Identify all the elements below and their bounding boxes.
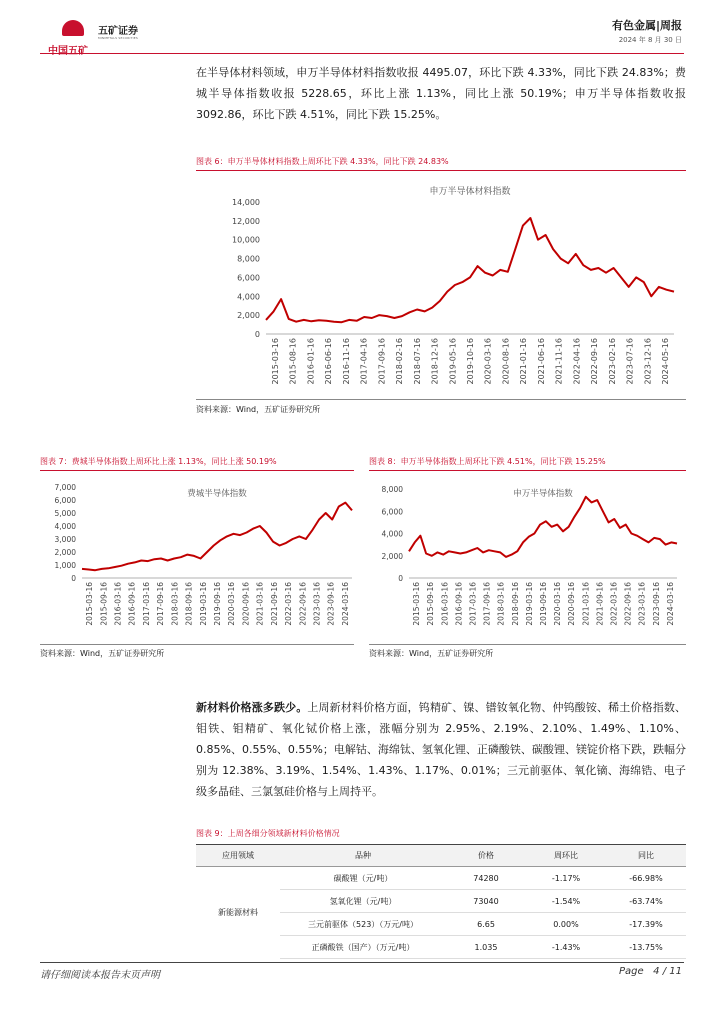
x-tick-label: 2018-07-16 [412, 338, 422, 385]
y-tick-label: 6,000 [237, 273, 260, 283]
row-item: 氢氧化锂（元/吨） [280, 890, 446, 913]
x-tick-label: 2022-03-16 [609, 582, 619, 626]
figure8-bottom-rule [369, 644, 686, 645]
logo-group-name: 中国五矿 [48, 46, 88, 57]
x-tick-label: 2016-03-16 [113, 582, 123, 626]
x-tick-label: 2019-09-16 [539, 582, 548, 626]
row-wow: 0.00% [526, 913, 606, 936]
x-tick-label: 2024-03-16 [665, 582, 675, 626]
table-row [196, 867, 686, 890]
figure8-source: 资料来源：Wind，五矿证券研究所 [369, 649, 494, 658]
x-tick-label: 2024-05-16 [661, 338, 671, 385]
logo-english-name: MINMETALS SECURITIES [98, 36, 138, 40]
x-tick-label: 2016-09-16 [454, 582, 464, 626]
figure7-source: 资料来源：Wind，五矿证券研究所 [40, 649, 165, 658]
x-tick-label: 2017-03-16 [468, 582, 478, 626]
x-tick-label: 2019-09-16 [213, 582, 222, 626]
x-tick-label: 2023-03-16 [637, 582, 647, 626]
figure7-caption-rule [40, 470, 354, 471]
table9-caption: 图表 9：上周各细分领域新材料价格情况 [196, 829, 340, 838]
y-tick-label: 0 [398, 574, 403, 583]
page-header [0, 0, 724, 60]
row-wow: -1.43% [526, 936, 606, 959]
y-tick-label: 6,000 [381, 507, 403, 517]
y-tick-label: 8,000 [237, 254, 260, 264]
chart-title: 费城半导体指数 [187, 489, 247, 499]
col-header-area: 应用领域 [196, 845, 280, 867]
y-tick-label: 4,000 [54, 522, 76, 531]
x-tick-label: 2020-09-16 [567, 582, 577, 626]
col-header-item: 品种 [280, 845, 446, 867]
x-tick-label: 2015-08-16 [288, 338, 298, 385]
series-line [82, 503, 352, 571]
figure6-source: 资料来源：Wind，五矿证券研究所 [196, 405, 321, 414]
x-tick-label: 2021-03-16 [255, 582, 265, 626]
x-tick-label: 2018-03-16 [496, 582, 506, 626]
x-tick-label: 2021-09-16 [595, 582, 605, 626]
row-price: 73040 [446, 890, 526, 913]
y-tick-label: 2,000 [237, 311, 260, 321]
x-tick-label: 2018-09-16 [184, 582, 194, 626]
x-tick-label: 2016-01-16 [306, 338, 316, 385]
x-tick-label: 2019-05-16 [448, 338, 458, 385]
x-tick-label: 2018-02-16 [395, 338, 405, 385]
y-tick-label: 6,000 [54, 496, 76, 505]
materials-paragraph [196, 697, 686, 802]
report-date: 2024 年 8 月 30 日 [618, 36, 682, 44]
footer-page [619, 966, 682, 977]
row-yoy: -17.39% [606, 913, 686, 936]
material-price-table [196, 844, 686, 959]
series-line [266, 218, 674, 322]
row-yoy: -66.98% [606, 867, 686, 890]
figure7-line-chart [40, 476, 354, 644]
figure8-line-chart [369, 476, 686, 644]
col-header-wow: 周环比 [526, 845, 606, 867]
y-tick-label: 1,000 [54, 561, 76, 570]
x-tick-label: 2023-12-16 [643, 338, 653, 385]
row-yoy: -13.75% [606, 936, 686, 959]
x-tick-label: 2020-08-16 [501, 338, 511, 385]
y-tick-label: 4,000 [381, 529, 403, 539]
y-tick-label: 5,000 [54, 509, 76, 518]
x-tick-label: 2020-03-16 [227, 582, 237, 626]
x-tick-label: 2022-03-16 [284, 582, 294, 626]
row-wow: -1.54% [526, 890, 606, 913]
x-tick-label: 2020-09-16 [241, 582, 251, 626]
col-header-yoy: 同比 [606, 845, 686, 867]
x-tick-label: 2017-09-16 [156, 582, 166, 626]
y-tick-label: 12,000 [232, 216, 260, 226]
chart-title: 申万半导体指数 [513, 489, 573, 499]
x-tick-label: 2016-06-16 [324, 338, 334, 385]
row-item: 碳酸锂（元/吨） [280, 867, 446, 890]
y-tick-label: 10,000 [232, 235, 260, 245]
x-tick-label: 2023-09-16 [651, 582, 661, 626]
figure6-bottom-rule [196, 399, 686, 400]
col-header-price: 价格 [446, 845, 526, 867]
x-tick-label: 2019-03-16 [524, 582, 534, 626]
x-tick-label: 2021-01-16 [519, 338, 529, 385]
row-item: 正磷酸铁（国产）（万元/吨） [280, 936, 446, 959]
x-tick-label: 2017-09-16 [377, 338, 387, 385]
row-yoy: -63.74% [606, 890, 686, 913]
chart-title: 申万半导体材料指数 [429, 187, 511, 197]
figure8-caption-rule [369, 470, 686, 471]
row-area: 新能源材料 [218, 908, 258, 918]
x-tick-label: 2015-03-16 [85, 582, 95, 626]
x-tick-label: 2022-04-16 [572, 338, 582, 385]
x-tick-label: 2022-09-16 [298, 582, 308, 626]
x-tick-label: 2015-03-16 [270, 338, 280, 385]
x-tick-label: 2017-03-16 [141, 582, 151, 626]
x-tick-label: 2022-09-16 [590, 338, 600, 385]
page-label: Page [618, 966, 644, 977]
x-tick-label: 2017-09-16 [482, 582, 492, 626]
logo-emblem-icon [62, 20, 84, 36]
x-tick-label: 2023-02-16 [607, 338, 617, 385]
y-tick-label: 0 [254, 330, 260, 339]
y-tick-label: 14,000 [232, 198, 260, 207]
report-title: 有色金属|周报 [611, 19, 682, 32]
row-wow: -1.17% [526, 867, 606, 890]
row-price: 1.035 [446, 936, 526, 959]
x-tick-label: 2016-11-16 [341, 338, 351, 385]
figure7-caption: 图表 7：费城半导体指数上周环比上涨 1.13%，同比上涨 50.19% [40, 457, 277, 466]
y-tick-label: 2,000 [381, 551, 403, 561]
x-tick-label: 2018-03-16 [170, 582, 180, 626]
x-tick-label: 2021-09-16 [269, 582, 279, 626]
x-tick-label: 2023-09-16 [326, 582, 336, 626]
x-tick-label: 2015-03-16 [412, 582, 422, 626]
x-tick-label: 2021-06-16 [536, 338, 546, 385]
figure8-caption: 图表 8：申万半导体指数上周环比下跌 4.51%，同比下跌 15.25% [369, 457, 606, 466]
x-tick-label: 2016-03-16 [440, 582, 450, 626]
x-tick-label: 2020-03-16 [483, 338, 493, 385]
y-tick-label: 0 [71, 574, 76, 583]
row-price: 74280 [446, 867, 526, 890]
figure6-caption-rule [196, 170, 686, 171]
x-tick-label: 2023-07-16 [625, 338, 635, 385]
x-tick-label: 2022-09-16 [623, 582, 633, 626]
figure7-bottom-rule [40, 644, 354, 645]
x-tick-label: 2023-03-16 [312, 582, 322, 626]
table-header-row [196, 845, 686, 867]
footer-divider [40, 962, 684, 963]
semiconductor-paragraph: 在半导体材料领域，申万半导体材料指数收报 4495.07，环比下跌 4.33%，同比下跌 24.83%；费城半导体指数收报 5228.65，环比上涨 1.13%，同比上涨 50.19%；申万半导体指数收报 3092.86，环比下跌 4.51%，同比下跌 15.25%。 [196, 66, 686, 121]
x-tick-label: 2015-09-16 [99, 582, 109, 626]
materials-body: 上周新材料价格方面，钨精矿、镍、镨钕氧化物、仲钨酸铵、稀土价格指数、钼铁、钼精矿、氧化铽价格上涨，涨幅分别为 2.95%、2.19%、2.10%、1.49%、1.10%、0.85%、0.55%、0.55%；电解钴、海绵钛、氢氧化锂、正磷酸铁、碳酸锂、镁锭价格下跌，跌幅分别为 12.38%、3.19%、1.54%、1.43%、1.17%、0.01%；三元前驱体、氧化镝、海绵锆、电子级多晶硅、三氯氢硅价格与上周持平。 [196, 701, 687, 798]
series-line [409, 497, 677, 557]
page-number: 4 / 11 [653, 966, 682, 977]
x-tick-label: 2021-03-16 [581, 582, 591, 626]
y-tick-label: 2,000 [54, 548, 76, 557]
x-tick-label: 2016-09-16 [127, 582, 137, 626]
x-tick-label: 2020-03-16 [553, 582, 563, 626]
figure6-line-chart [196, 176, 686, 398]
x-tick-label: 2018-09-16 [510, 582, 520, 626]
x-tick-label: 2024-03-16 [340, 582, 350, 626]
footer-disclaimer: 请仔细阅读本报告末页声明 [40, 970, 160, 981]
y-tick-label: 7,000 [54, 483, 76, 492]
company-logo [48, 16, 148, 56]
row-price: 6.65 [446, 913, 526, 936]
y-tick-label: 3,000 [54, 535, 76, 544]
logo-brand-name: 五矿证券 [98, 26, 138, 37]
row-item: 三元前驱体（523）（万元/吨） [280, 913, 446, 936]
figure6-caption: 图表 6：申万半导体材料指数上周环比下跌 4.33%，同比下跌 24.83% [196, 157, 449, 166]
materials-lead: 新材料价格涨多跌少。 [196, 701, 308, 714]
x-tick-label: 2015-09-16 [426, 582, 436, 626]
x-tick-label: 2021-11-16 [554, 338, 564, 385]
x-tick-label: 2018-12-16 [430, 338, 440, 385]
y-tick-label: 8,000 [381, 485, 403, 494]
header-divider [40, 53, 684, 54]
y-tick-label: 4,000 [237, 292, 260, 302]
x-tick-label: 2017-04-16 [359, 338, 369, 385]
x-tick-label: 2019-03-16 [198, 582, 208, 626]
x-tick-label: 2019-10-16 [466, 338, 475, 385]
